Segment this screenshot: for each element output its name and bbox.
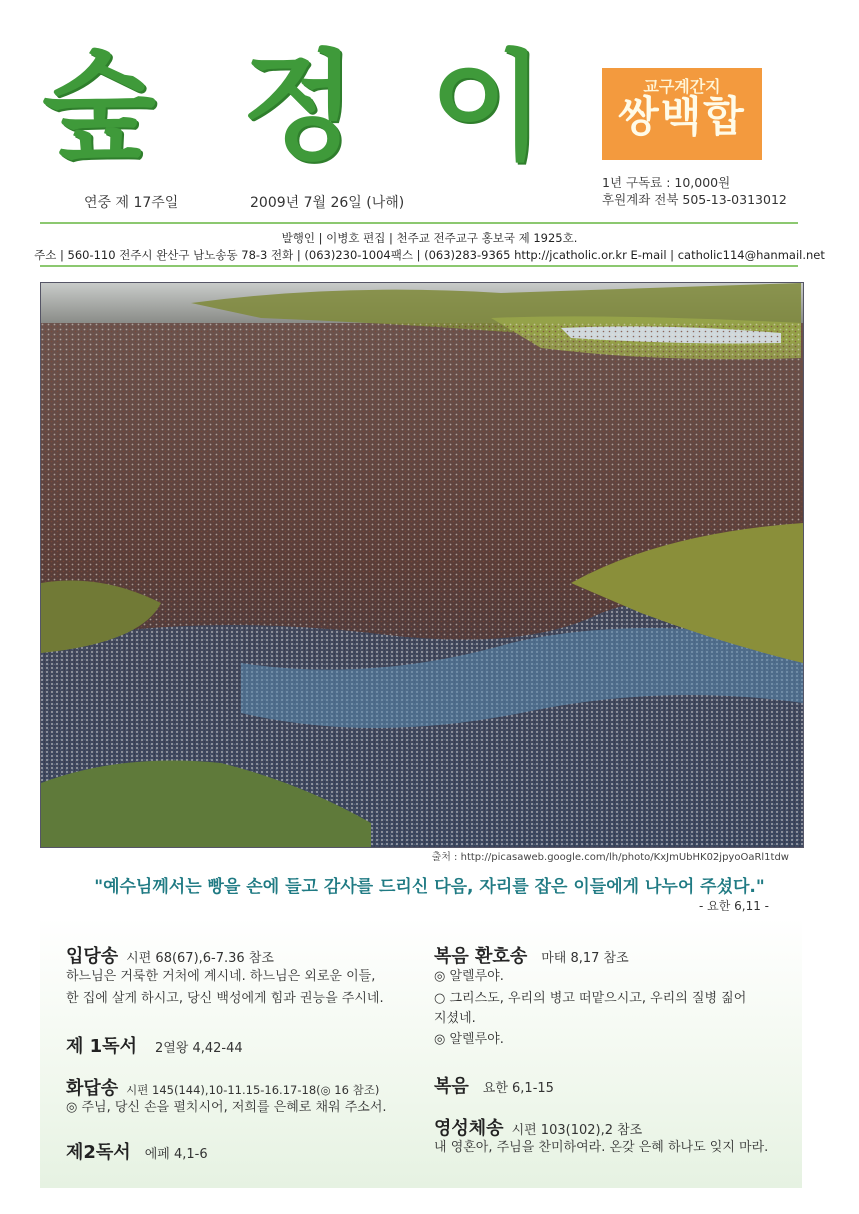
masthead-char-3: 이 — [430, 38, 544, 176]
badge-top-label: 교구계간지 — [643, 77, 721, 96]
badge-main-label: 쌍백합 — [618, 92, 746, 141]
communion-line-1: 내 영혼아, 주님을 찬미하여라. 온갖 은혜 하나도 잊지 마라. — [434, 1140, 769, 1155]
donation-account: 후원계좌 전북 505-13-0313012 — [602, 192, 787, 207]
subscription-fee: 1년 구독료 : 10,000원 — [602, 175, 731, 190]
psalm-title: 화답송 — [66, 1078, 119, 1099]
issue-week: 연중 제 17주일 — [84, 195, 179, 211]
second-reading-heading — [66, 1138, 208, 1164]
masthead-char-2: 정 — [242, 38, 356, 176]
first-reading-title: 제 1독서 — [66, 1036, 137, 1057]
masthead-char-1: 숲 — [42, 38, 156, 176]
publisher-line: 발행인 | 이병호 편집 | 천주교 전주교구 홍보국 제 1925호. — [281, 231, 578, 245]
scripture-quote-source: - 요한 6,11 - — [698, 899, 769, 913]
badge — [602, 68, 762, 160]
alleluia-line-4: ◎ 알렐루야. — [434, 1032, 504, 1047]
psalm-ref: 시편 145(144),10-11.15-16.17-18(◎ 16 참조) — [126, 1083, 380, 1097]
alleluia-line-1: ◎ 알렐루야. — [434, 969, 504, 984]
scripture-quote: "예수님께서는 빵을 손에 들고 감사를 드리신 다음, 자리를 잡은 이들에게 나누어 주셨다." — [94, 877, 765, 897]
entrance-antiphon-line-2: 한 집에 살게 하시고, 당신 백성에게 힘과 권능을 주시네. — [66, 991, 384, 1006]
alleluia-line-3: 지셨네. — [434, 1011, 476, 1026]
gospel-title: 복음 — [434, 1076, 469, 1097]
bottom-rule — [40, 265, 798, 267]
gospel-heading — [434, 1072, 554, 1098]
alleluia-heading — [434, 942, 629, 968]
issue-date: 2009년 7월 26일 (나해) — [250, 195, 405, 211]
top-rule — [40, 222, 798, 224]
first-reading-heading — [66, 1032, 243, 1058]
communion-ref: 시편 103(102),2 참조 — [511, 1123, 643, 1138]
gospel-ref: 요한 6,1-15 — [482, 1081, 554, 1096]
alleluia-ref: 마태 8,17 참조 — [541, 951, 629, 966]
communion-title: 영성체송 — [434, 1118, 504, 1139]
address-line: 주소 | 560-110 전주시 완산구 남노송동 78-3 전화 | (063)230-1004팩스 | (063)283-9365 http://jcatholic.or.kr E-mail | catholic114@hanmail.net — [34, 248, 825, 262]
penguin-colony-image — [41, 283, 803, 847]
second-reading-title: 제2독서 — [66, 1142, 131, 1163]
entrance-antiphon-ref: 시편 68(67),6-7.36 참조 — [126, 951, 274, 966]
first-reading-ref: 2열왕 4,42-44 — [154, 1041, 243, 1056]
alleluia-title: 복음 환호송 — [434, 946, 528, 967]
entrance-antiphon-heading — [66, 942, 274, 968]
cover-photo — [40, 282, 804, 848]
entrance-antiphon-line-1: 하느님은 거룩한 거처에 계시네. 하느님은 외로운 이들, — [66, 969, 376, 984]
entrance-antiphon-title: 입당송 — [66, 946, 119, 967]
second-reading-ref: 에페 4,1-6 — [144, 1147, 208, 1162]
photo-credit: 출처 : http://picasaweb.google.com/lh/photo/KxJmUbHK02jpyoOaRl1tdw — [431, 852, 789, 863]
alleluia-line-2: ○ 그리스도, 우리의 병고 떠맡으시고, 우리의 질병 짊어 — [434, 991, 747, 1006]
psalm-response: ◎ 주님, 당신 손을 펼치시어, 저희를 은혜로 채워 주소서. — [66, 1100, 387, 1115]
